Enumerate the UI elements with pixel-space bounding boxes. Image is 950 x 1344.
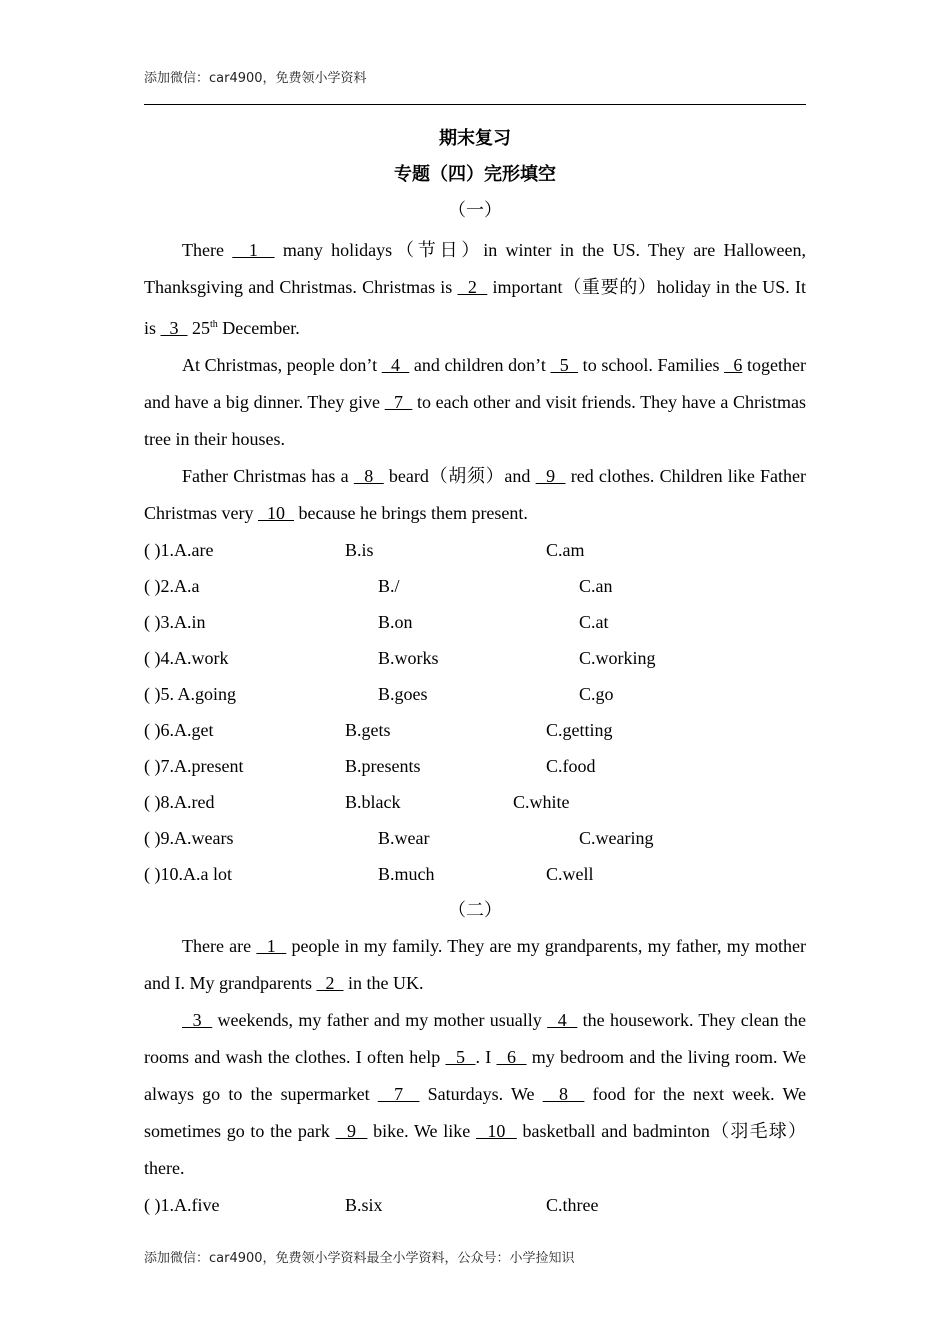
passage-1-paragraph-2: At Christmas, people don’t 4 and children don’t 5 to school. Families 6 together and have a big dinner. They give 7 to each other and visit friends. They have a Christmas tree in their houses. <box>144 355 807 449</box>
question-number: ( )4.A.work <box>144 648 229 668</box>
question-number: ( )9.A.wears <box>144 828 234 848</box>
question-row <box>144 784 806 820</box>
blank-5: 5 <box>445 1047 476 1067</box>
question-number: ( )2.A.a <box>144 576 200 596</box>
question-row <box>144 532 806 568</box>
blank-8: 8 <box>353 466 384 486</box>
blank-10: 10 <box>258 503 294 523</box>
option-b: B.gets <box>345 720 391 740</box>
blank-9: 9 <box>535 466 566 486</box>
option-b: B.wear <box>378 828 430 848</box>
option-c: C.at <box>579 612 609 632</box>
page-footer: 添加微信：car4900，免费领小学资料最全小学资料，公众号：小学捡知识 <box>144 1251 575 1266</box>
blank-6: 6 <box>724 355 743 375</box>
blank-5: 5 <box>550 355 579 375</box>
blank-6: 6 <box>496 1047 527 1067</box>
page-subtitle: 专题（四）完形填空 <box>394 164 556 184</box>
blank-9: 9 <box>335 1121 368 1141</box>
question-number: ( )1.A.five <box>144 1195 220 1215</box>
question-row <box>144 856 806 892</box>
section-2-questions <box>144 1187 806 1223</box>
blank-7: 7 <box>377 1084 420 1104</box>
blank-3: 3 <box>160 318 188 338</box>
option-b: B./ <box>378 576 400 596</box>
option-c: C.wearing <box>579 828 654 848</box>
option-c: C.getting <box>546 720 613 740</box>
passage-2-paragraph-2: 3 weekends, my father and my mother usually 4 the housework. They clean the rooms and wash the clothes. I often help 5 . I 6 my bedroom and the living room. We always go to the supermarket 7 Saturdays. We 8 food for the next week. We sometimes go to the park 9 bike. We like 10 basketball and badminton（羽毛球） there. <box>144 1010 807 1178</box>
question-number: ( )1.A.are <box>144 540 214 560</box>
option-c: C.an <box>579 576 613 596</box>
blank-7: 7 <box>384 392 413 412</box>
question-number: ( )6.A.get <box>144 720 214 740</box>
option-b: B.is <box>345 540 374 560</box>
question-row <box>144 1187 806 1223</box>
option-b: B.on <box>378 612 413 632</box>
section-1-questions <box>144 532 806 892</box>
question-row <box>144 712 806 748</box>
question-row <box>144 676 806 712</box>
document-body <box>144 124 806 1223</box>
blank-1: 1 <box>256 936 287 956</box>
question-number: ( )8.A.red <box>144 792 215 812</box>
blank-2: 2 <box>316 973 344 993</box>
option-b: B.six <box>345 1195 383 1215</box>
question-row <box>144 568 806 604</box>
blank-4: 4 <box>381 355 410 375</box>
passage-1-paragraph-1: There 1 many holidays（节日）in winter in the US. They are Halloween, Thanksgiving and Christmas. Christmas is 2 important（重要的）holiday in the US. It is 3 25th December. <box>144 240 807 338</box>
option-b: B.goes <box>378 684 428 704</box>
question-number: ( )10.A.a lot <box>144 864 232 884</box>
option-b: B.works <box>378 648 439 668</box>
option-c: C.go <box>579 684 614 704</box>
blank-3: 3 <box>182 1010 213 1030</box>
question-row <box>144 820 806 856</box>
question-number: ( )3.A.in <box>144 612 206 632</box>
question-number: ( )5. A.going <box>144 684 236 704</box>
header-divider <box>144 104 806 105</box>
blank-1: 1 <box>232 240 275 260</box>
section-2-label: （二） <box>448 900 502 920</box>
option-c: C.well <box>546 864 594 884</box>
blank-4: 4 <box>547 1010 578 1030</box>
question-row <box>144 640 806 676</box>
page-header: 添加微信：car4900，免费领小学资料 <box>144 71 367 86</box>
page-title: 期末复习 <box>439 128 511 148</box>
option-c: C.white <box>513 792 570 812</box>
option-b: B.black <box>345 792 401 812</box>
passage-1-paragraph-3: Father Christmas has a 8 beard（胡须）and 9 red clothes. Children like Father Christmas very 10 because he brings them present. <box>144 466 806 523</box>
option-c: C.am <box>546 540 585 560</box>
passage-2-paragraph-1: There are 1 people in my family. They are my grandparents, my father, my mother and I. My grandparents 2 in the UK. <box>144 936 806 993</box>
question-number: ( )7.A.present <box>144 756 244 776</box>
option-c: C.food <box>546 756 596 776</box>
option-c: C.working <box>579 648 656 668</box>
blank-10: 10 <box>475 1121 517 1141</box>
option-c: C.three <box>546 1195 599 1215</box>
option-b: B.much <box>378 864 435 884</box>
blank-2: 2 <box>457 277 488 297</box>
question-row <box>144 748 806 784</box>
option-b: B.presents <box>345 756 421 776</box>
question-row <box>144 604 806 640</box>
section-1-label: （一） <box>448 200 502 220</box>
blank-8: 8 <box>542 1084 585 1104</box>
